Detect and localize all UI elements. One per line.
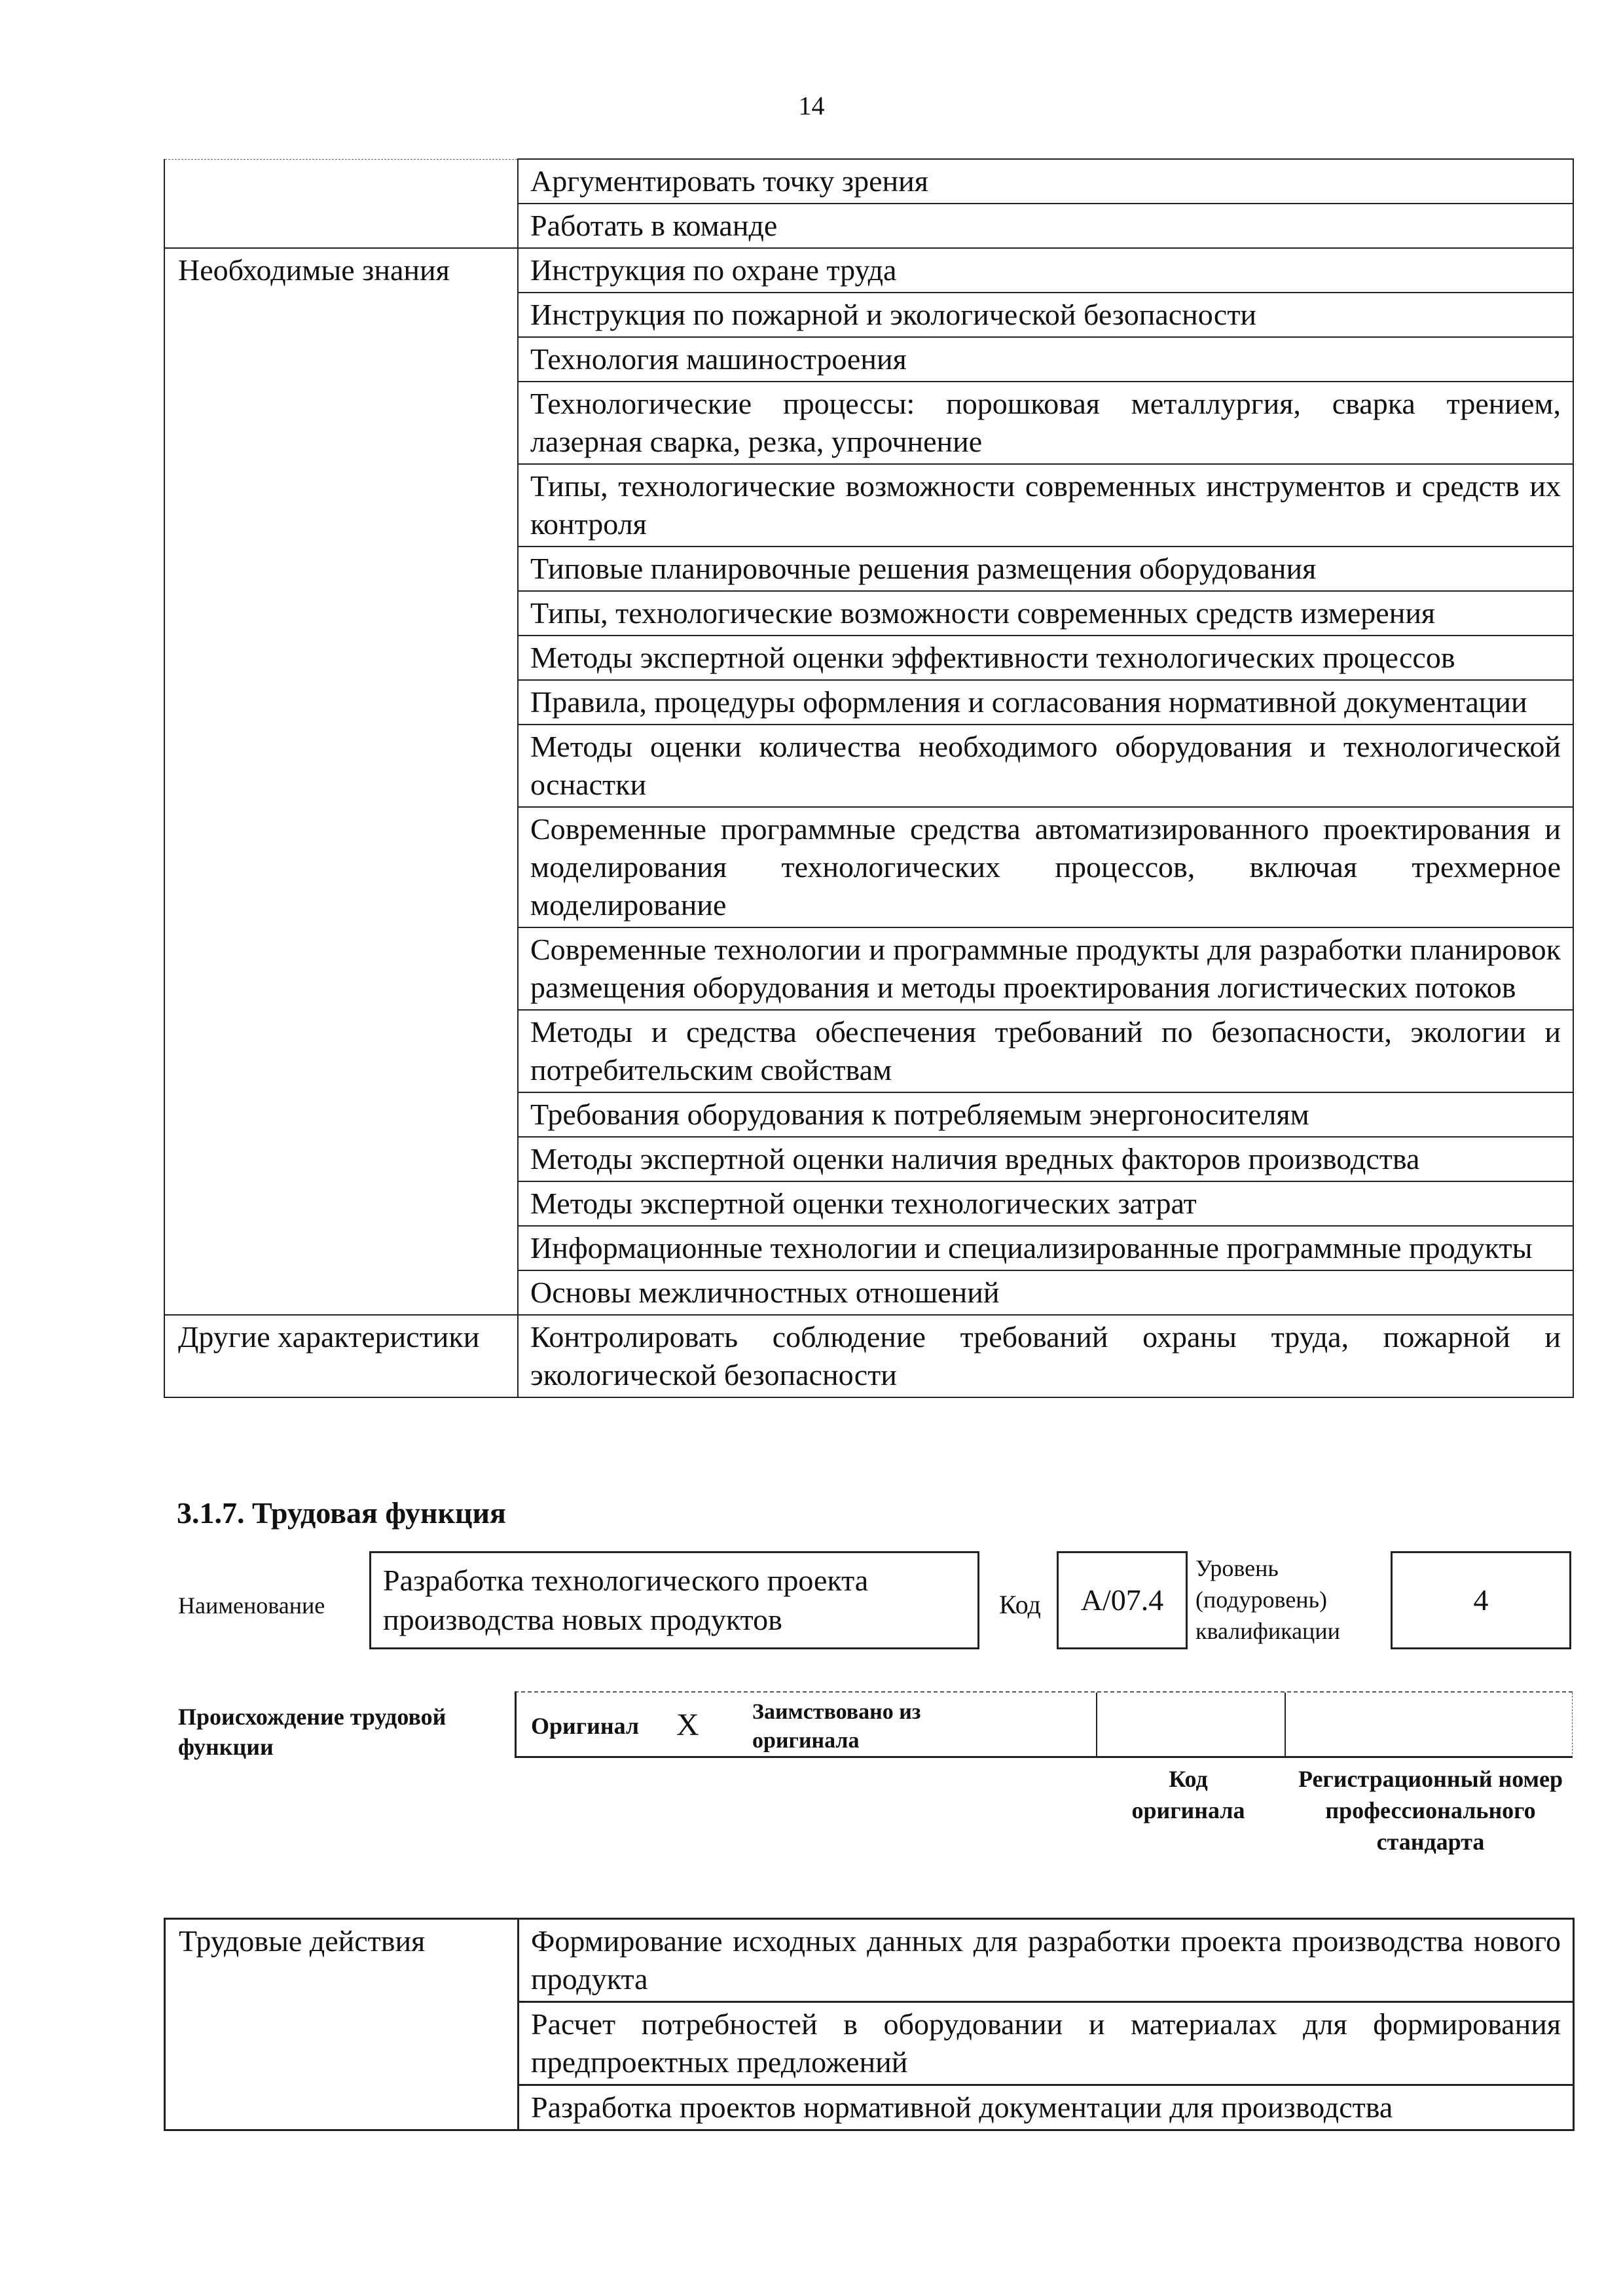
table-cell: Методы экспертной оценки наличия вредных факторов производства	[518, 1137, 1573, 1181]
table-cell: Методы и средства обеспечения требований по безопасности, экологии и потребительским свойствам	[518, 1010, 1573, 1092]
table-row	[164, 1315, 1573, 1397]
code-label: Код	[999, 1590, 1041, 1619]
level-label: Уровень (подуровень) квалификации	[1195, 1555, 1340, 1644]
table-cell: Требования оборудования к потребляемым энергоносителям	[518, 1092, 1573, 1137]
table-cell: Правила, процедуры оформления и согласования нормативной документации	[518, 680, 1573, 725]
table-cell: Инструкция по охране труда	[518, 248, 1573, 293]
section-heading: 3.1.7. Трудовая функция	[177, 1496, 506, 1530]
table-cell: Типы, технологические возможности современных средств измерения	[518, 591, 1573, 636]
row-header-other: Другие характеристики	[164, 1315, 518, 1397]
code-original-label: Код оригинала	[1131, 1766, 1245, 1823]
row-header-actions: Трудовые действия	[165, 1919, 519, 2130]
table-cell: Типовые планировочные решения размещения оборудования	[518, 547, 1573, 591]
origin-code-cell	[1097, 1693, 1286, 1757]
labor-actions-table	[164, 1918, 1575, 2131]
table-cell: Контролировать соблюдение требований охраны труда, пожарной и экологической безопасности	[518, 1315, 1573, 1397]
table-cell: Работать в команде	[518, 204, 1573, 248]
reg-number-label: Регистрационный номер профессионального стандарта	[1298, 1766, 1563, 1855]
origin-cell-main	[517, 1693, 1097, 1757]
table-cell: Технология машиностроения	[518, 337, 1573, 382]
origin-row	[515, 1691, 1573, 1758]
table-cell: Информационные технологии и специализированные программные продукты	[518, 1226, 1573, 1270]
name-label: Наименование	[178, 1592, 325, 1619]
table-cell: Методы оценки количества необходимого оборудования и технологической оснастки	[518, 725, 1573, 807]
level-value-box: 4	[1391, 1551, 1571, 1649]
table-row	[165, 1919, 1574, 2002]
table-cell: Расчет потребностей в оборудовании и материалах для формирования предпроектных предложений	[519, 2002, 1574, 2085]
name-value-box: Разработка технологического проекта производства новых продуктов	[369, 1551, 979, 1649]
table-cell: Современные программные средства автоматизированного проектирования и моделирования технологических процессов, включая трехмерное моделирование	[518, 807, 1573, 927]
table-cell: Методы экспертной оценки технологических затрат	[518, 1181, 1573, 1226]
table-cell: Современные технологии и программные продукты для разработки планировок размещения оборудования и методы проектирования логистических потоков	[518, 927, 1573, 1010]
row-header-knowledge: Необходимые знания	[164, 248, 518, 1315]
table-row	[164, 248, 1573, 293]
table-row	[164, 159, 1573, 204]
table-cell: Разработка проектов нормативной документации для производства	[519, 2085, 1574, 2130]
table-cell: Типы, технологические возможности современных инструментов и средств их контроля	[518, 464, 1573, 547]
knowledge-table	[164, 158, 1574, 1398]
origin-reg-cell	[1286, 1693, 1573, 1757]
table-cell-empty	[164, 159, 518, 248]
table-cell: Основы межличностных отношений	[518, 1270, 1573, 1315]
original-mark: X	[676, 1708, 699, 1742]
table-cell: Методы экспертной оценки эффективности технологических процессов	[518, 636, 1573, 680]
borrowed-label: Заимствовано из оригинала	[752, 1700, 921, 1753]
table-cell: Технологические процессы: порошковая металлургия, сварка трением, лазерная сварка, резка, упрочнение	[518, 382, 1573, 464]
table-cell: Аргументировать точку зрения	[518, 159, 1573, 204]
code-value-box: А/07.4	[1057, 1551, 1188, 1649]
origin-label: Происхождение трудовой функции	[178, 1704, 447, 1760]
table-cell: Инструкция по пожарной и экологической безопасности	[518, 293, 1573, 337]
original-label: Оригинал	[531, 1713, 640, 1739]
table-cell: Формирование исходных данных для разработки проекта производства нового продукта	[519, 1919, 1574, 2002]
page-number: 14	[798, 91, 825, 120]
